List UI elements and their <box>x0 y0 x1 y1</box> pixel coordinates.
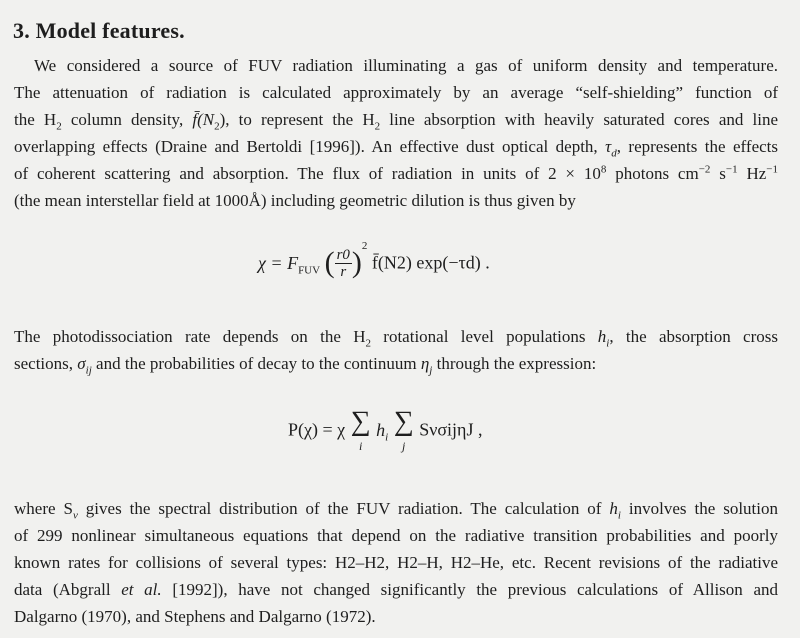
equation-mid: $h_i$ <box>376 419 389 444</box>
text-line: The photodissociation rate depends on the $H_2$ rotational level populations $h_i$, the absorption cross <box>14 327 778 350</box>
equation-rate <box>288 408 482 468</box>
text-line: overlapping effects (Draine and Bertoldi [1996]). An effective dust optical depth, $\tau_d$, represents the effects <box>14 137 779 160</box>
text-line: data (Abgrall et al. [1992]), have not changed significantly the previous calculations of Allison and <box>14 580 779 599</box>
paragraph-calculation <box>14 495 778 630</box>
fraction-denominator: r <box>340 263 347 280</box>
text-line: The attenuation of radiation is calculated approximately by an average “self-shielding” function of <box>14 83 778 102</box>
equation-flux <box>258 240 490 296</box>
text-line: (the mean interstellar field at 1000Å) including geometric dilution is thus given by <box>14 191 576 210</box>
summation-j: ∑ j <box>393 406 414 453</box>
equation-lhs: $\chi = F_{FUV}$ <box>258 252 321 277</box>
text-line: of 299 nonlinear simultaneous equations that depend on the radiative transition probabilities and poorly <box>14 526 778 545</box>
exponent: 2 <box>361 240 368 253</box>
paragraph-photodissociation <box>14 323 778 377</box>
fraction-numerator: r0 <box>336 246 350 263</box>
fraction <box>335 247 352 280</box>
text-line: the $H_2$ column density, $f̄(N_2)$, to represent the $H_2$ line absorption with heavily saturated cores and line <box>14 110 778 133</box>
text-line: sections, $\sigma_{ij}$ and the probabilities of decay to the continuum $\eta_j$ through the expression: <box>14 354 597 377</box>
paragraph-intro <box>14 52 778 214</box>
text-line: known rates for collisions of several types: H2–H2, H2–H, H2–He, etc. Recent revisions of the radiative <box>14 553 778 572</box>
text-line: of coherent scattering and absorption. The flux of radiation in units of $2 \times 10^8$ photons $cm^{-2}$ $s^{-1}$ $Hz^{-1}$ <box>14 163 778 183</box>
equation-rhs: SνσijηJ , <box>419 419 483 440</box>
text-line: We considered a source of FUV radiation illuminating a gas of uniform density and temperature. <box>34 56 778 75</box>
paren-close: ) <box>351 246 362 279</box>
text-line: Dalgarno (1970), and Stephens and Dalgarno (1972). <box>14 607 376 626</box>
summation-i: ∑ i <box>350 406 371 453</box>
equation-lhs: P(χ) = χ <box>288 419 346 440</box>
paren-open: ( <box>324 246 335 279</box>
section-heading: 3. Model features. <box>13 18 185 43</box>
equation-rhs: f̄(N2) exp(−τd) . <box>371 252 490 273</box>
text-line: where $S_\nu$ gives the spectral distribution of the FUV radiation. The calculation of $h_i$ involves the solution <box>14 499 779 522</box>
